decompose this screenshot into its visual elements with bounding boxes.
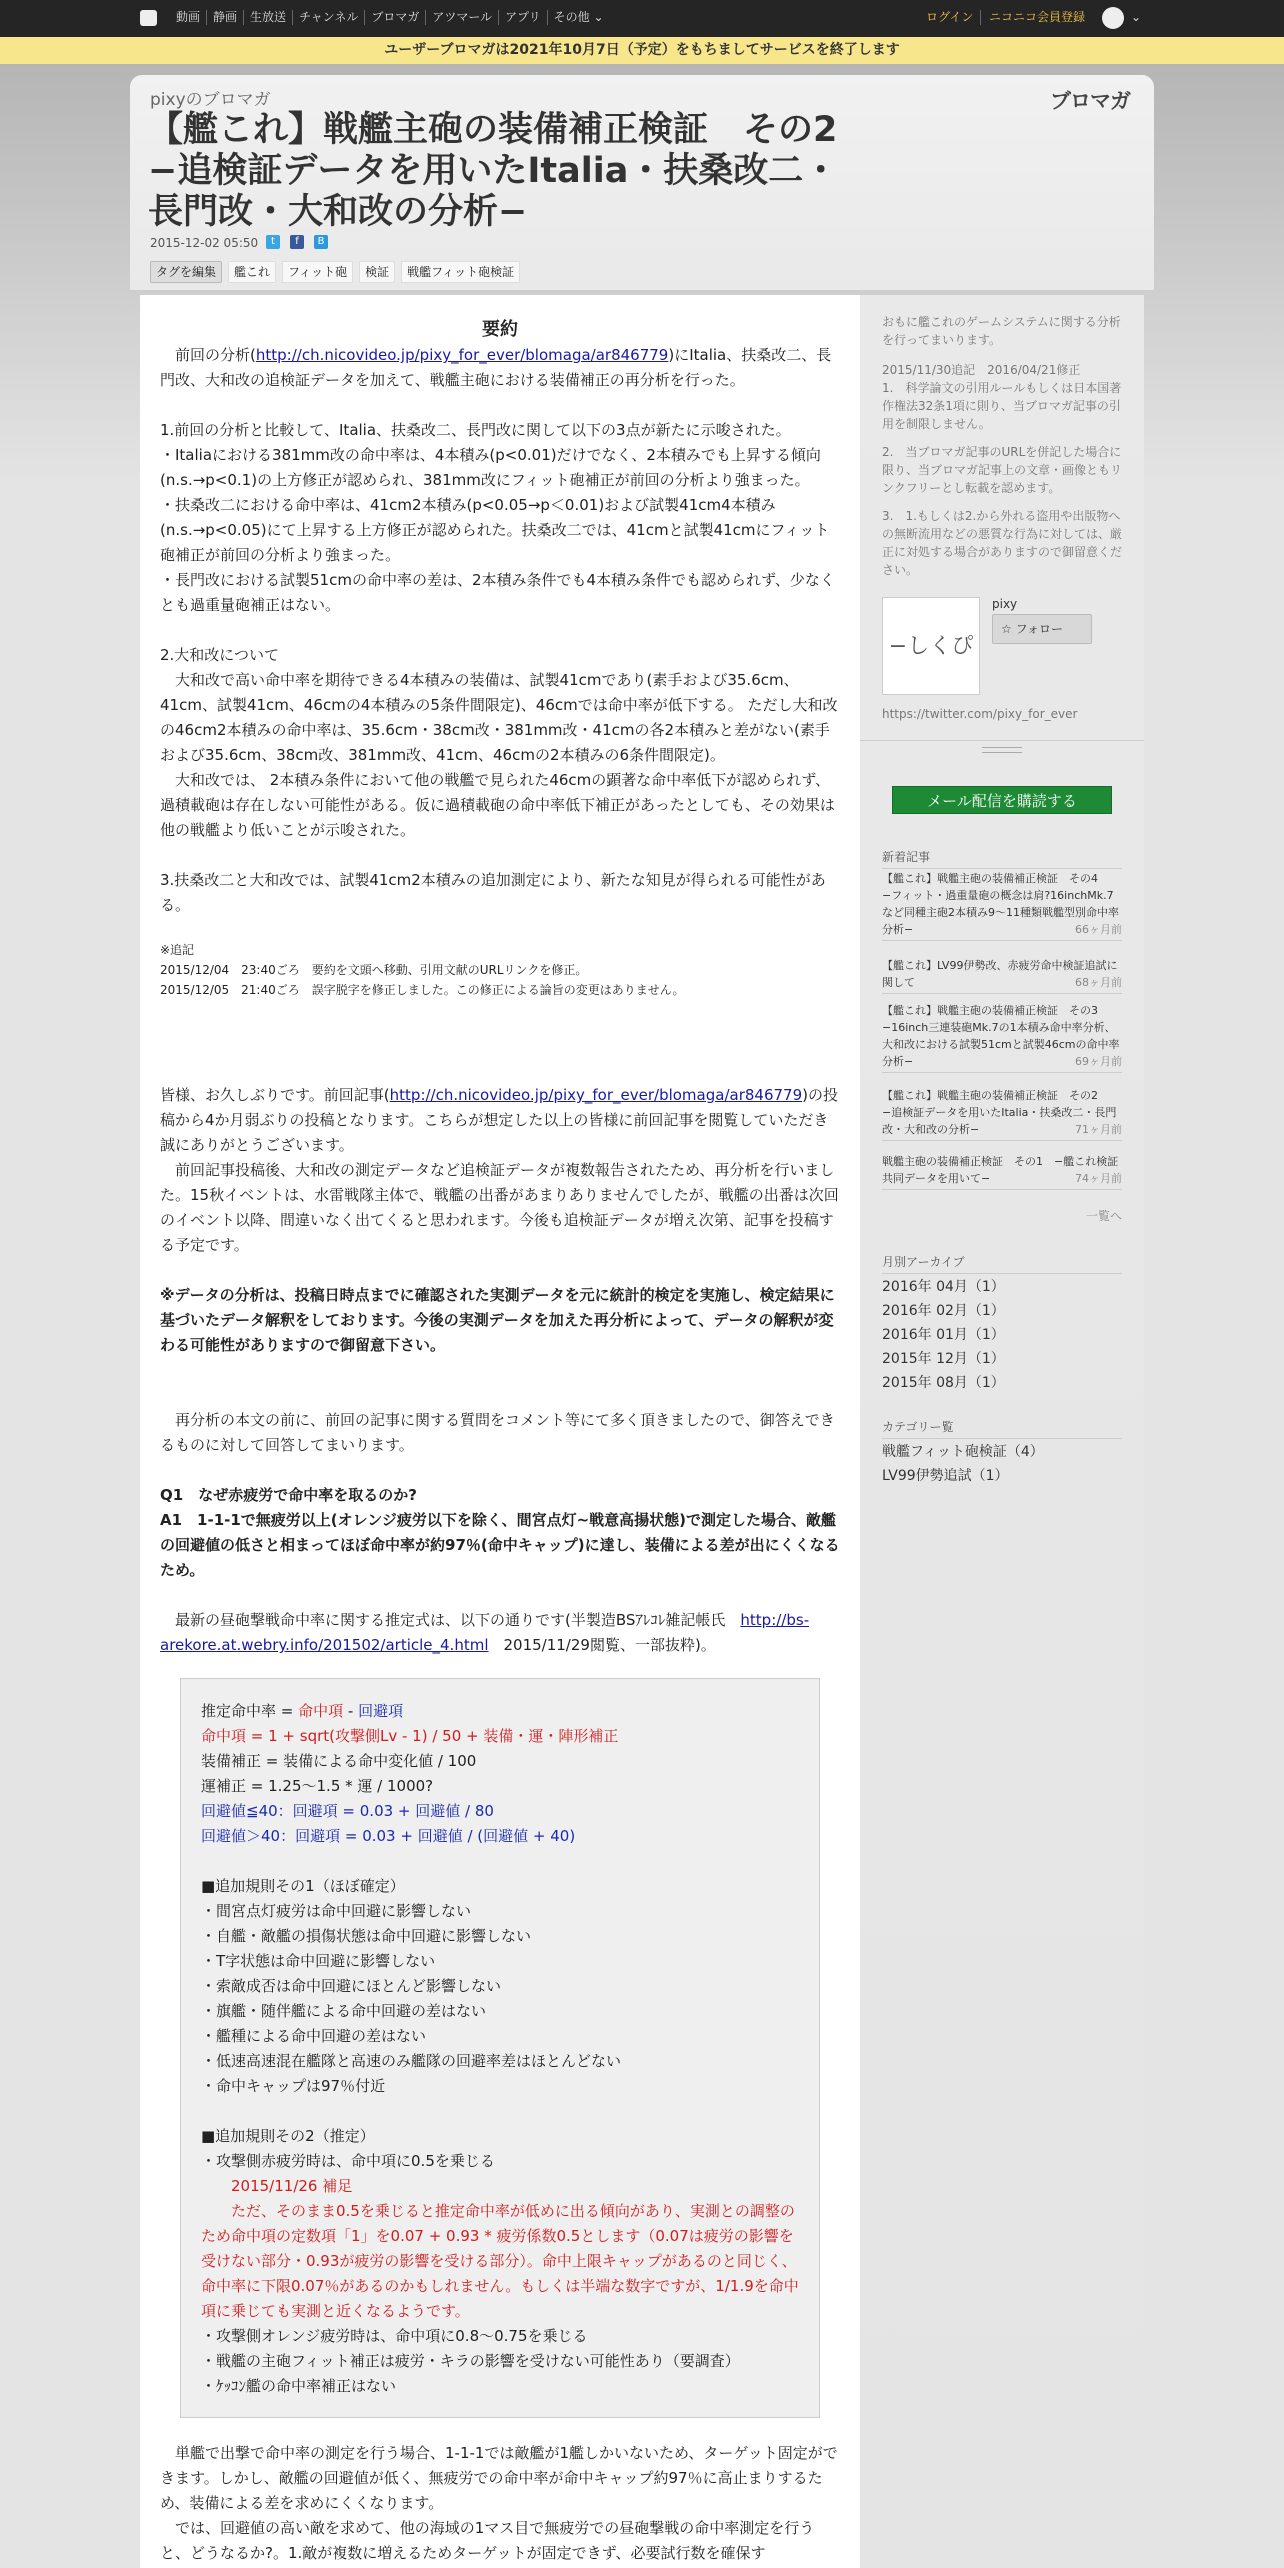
rule-note: ただ、そのまま0.5を乗じると推定命中率が低めに出る傾向があり、実測との調整のため命中項の定数項「1」を0.07 + 0.93 * 疲労係数0.5とします（0.07は疲労の影響を受けない部分・0.93が疲労の影響を受ける部分）。命中上限キャップがあるのと同じく、命中率に下限0.07％があるのかもしれません。もしくは半端な数字ですが、1/1.9を命中項に乗じても実測と近くなるようです。: [201, 2202, 799, 2320]
note-line: 2. 当ブロマガ記事のURLを併記した場合に限り、当ブロマガ記事上の文章・画像ともリンクフリーとし転載を認めます。: [882, 445, 1123, 495]
paragraph: 3.扶桑改二と大和改では、試製41cm2本積みの追加測定により、新たな知見が得られる可能性がある。: [160, 871, 826, 914]
nav-channel[interactable]: チャンネル: [292, 10, 364, 25]
new-article-item[interactable]: [882, 957, 1122, 994]
usage-notes: [882, 361, 1122, 579]
article-link[interactable]: 戦艦主砲の装備補正検証 その1 −艦これ検証共同データを用いて−: [882, 1155, 1119, 1185]
service-end-notice: ユーザーブロマガは2021年10月7日（予定）をもちましてサービスを終了します: [0, 37, 1284, 64]
archive-item[interactable]: 2016年 04月（1）: [882, 1279, 1005, 1295]
paragraph: 単艦で出撃で命中率の測定を行う場合、1-1-1では敵艦が1艦しかいないため、ターゲット固定ができます。しかし、敵艦の回避値が低く、無疲労での命中率が命中キャップ約97％に高止まりするため、装備による差を求めにくくなります。: [160, 2444, 838, 2512]
category-item[interactable]: 戦艦フィット砲検証（4）: [882, 1444, 1044, 1460]
article-age: 74ヶ月前: [1075, 1172, 1122, 1185]
list-link[interactable]: 一覧へ: [1085, 1209, 1122, 1223]
summary-point-1: [160, 418, 840, 618]
rule-line: ・低速高速混在艦隊と高速のみ艦隊の回避率差はほとんどない: [201, 2052, 622, 2070]
tag-list: [150, 261, 520, 283]
intro-paragraph: [160, 343, 840, 393]
twitter-link[interactable]: https://twitter.com/pixy_for_ever: [882, 707, 1078, 721]
rule-line: ・戦艦の主砲フィット補正は疲労・キラの影響を受けない可能性あり（要調査）: [201, 2352, 740, 2370]
answer: A1 1-1-1で無疲労以上(オレンジ疲労以下を除く、間宮点灯~戦意高揚状態)で測定した場合、敵艦の回避値の低さと相まってほぼ命中率が約97％(命中キャップ)に達し、装備による差が出にくくなるため。: [160, 1511, 840, 1579]
new-article-item[interactable]: [882, 1087, 1122, 1141]
nav-other[interactable]: [547, 10, 610, 25]
archive-item[interactable]: 2015年 08月（1）: [882, 1375, 1005, 1391]
previous-article-link[interactable]: http://ch.nicovideo.jp/pixy_for_ever/blomaga/ar846779: [389, 1086, 803, 1104]
blog-description: おもに艦これのゲームシステムに関する分析を行ってまいります。: [882, 315, 1121, 347]
paragraph: ・長門改における試製51cmの命中率の差は、2本積み条件でも4本積み条件でも認められず、少なくとも過重量砲補正はない。: [160, 571, 835, 614]
rule-line: ・攻撃側オレンジ疲労時は、命中項に0.8～0.75を乗じる: [201, 2327, 588, 2345]
new-articles-heading: 新着記事: [882, 848, 1122, 869]
global-nav-bar: [0, 0, 1284, 37]
new-article-item[interactable]: [882, 1002, 1122, 1073]
rule-line: ・旗艦・随伴艦による命中回避の差はない: [201, 2002, 487, 2020]
blog-name[interactable]: pixyのブロマガ: [150, 90, 271, 110]
note-line: 1. 科学論文の引用ルールもしくは日本国著作権法32条1項に則り、当ブロマガ記事の引用を制限しません。: [882, 381, 1122, 431]
tag-item[interactable]: 戦艦フィット砲検証: [401, 261, 520, 283]
text: 回避項: [358, 1702, 404, 1720]
blog-header: [130, 75, 1154, 290]
article-body: [140, 295, 860, 2568]
new-article-item[interactable]: [882, 1153, 1122, 1190]
follow-button[interactable]: [992, 614, 1092, 644]
paragraph: 2.大和改について: [160, 646, 280, 664]
text: 命中項: [298, 1702, 344, 1720]
formula-line: 運補正 = 1.25～1.5 * 運 / 1000?: [201, 1777, 434, 1795]
formula-box: [180, 1678, 820, 2418]
rule-line: ■追加規則その2（推定）: [201, 2127, 375, 2145]
rule-line: ・自艦・敵艦の損傷状態は命中回避に影響しない: [201, 1927, 532, 1945]
formula-intro: [160, 1608, 840, 1658]
article-link[interactable]: 【艦これ】戦艦主砲の装備補正検証 その2 −追検証データを用いたItalia・扶桑改二・長門改・大和改の分析−: [882, 1089, 1117, 1136]
formula-line: 回避値＞40：回避項 = 0.03 + 回避値 / (回避値 + 40): [201, 1827, 576, 1845]
nav-douga[interactable]: 動画: [176, 10, 201, 24]
nav-seiga[interactable]: 静画: [206, 10, 243, 25]
facebook-share-icon[interactable]: f: [290, 235, 304, 249]
note-line: 2015/12/05 21:40ごろ 誤字脱字を修正しました。この修正による論旨の変更はありません。: [160, 983, 685, 997]
article-link[interactable]: 【艦これ】LV99伊勢改、赤疲労命中検証追試に関して: [882, 959, 1118, 989]
paragraph: 前回記事投稿後、大和改の測定データなど追検証データが複数報告されたため、再分析を行いました。15秋イベントは、水雷戦隊主体で、戦艦の出番があまりありませんでしたが、戦艦の出番は次回のイベント以降、間違いなく出てくると思われます。今後も追検証データが増え次第、記事を投稿する予定です。: [160, 1161, 839, 1254]
paragraph: ・扶桑改二における命中率は、41cm2本積み(p<0.05→p＜0.01)および試製41cm4本積み(n.s.→p<0.05)にて上昇する上方修正が認められた。扶桑改二では、41cmと試製41cmにフィット砲補正が前回の分析より強まった。: [160, 496, 830, 564]
text: -: [343, 1702, 359, 1720]
new-article-item[interactable]: [882, 870, 1122, 941]
bromaga-logo[interactable]: ブロマガ: [1050, 89, 1130, 113]
previous-article-link[interactable]: http://ch.nicovideo.jp/pixy_for_ever/blomaga/ar846779: [255, 346, 669, 364]
article-age: 69ヶ月前: [1075, 1055, 1122, 1068]
user-avatar-icon[interactable]: [1102, 7, 1124, 29]
formula-line: 命中項 = 1 + sqrt(攻撃側Lv - 1) / 50 + 装備・運・陣形補正: [201, 1727, 619, 1745]
collapse-handle-icon[interactable]: [982, 747, 1022, 753]
formula-line: 装備補正 = 装備による命中変化値 / 100: [201, 1752, 477, 1770]
answer-intro: 再分析の本文の前に、前回の記事に関する質問をコメント等にて多く頂きましたので、御答えできるものに対して回答してまいります。: [160, 1411, 835, 1454]
author-avatar[interactable]: −しくぴ: [882, 597, 980, 695]
article-title: 【艦これ】戦艦主砲の装備補正検証 その2 −追検証データを用いたItalia・扶桑改二・長門改・大和改の分析−: [148, 110, 873, 232]
archive-item[interactable]: 2015年 12月（1）: [882, 1351, 1005, 1367]
tag-item[interactable]: 艦これ: [228, 261, 276, 283]
bottom-paragraph: [160, 2441, 840, 2566]
summary-heading: 要約: [482, 319, 518, 340]
paragraph: 大和改では、 2本積み条件において他の戦艦で見られた46cmの顕著な命中率低下が認められず、過積載砲は存在しない可能性がある。仮に過積載砲の命中率低下補正があったとしても、その効果は他の戦艦より低いことが示唆された。: [160, 771, 835, 839]
twitter-share-icon[interactable]: t: [266, 235, 280, 249]
category-item[interactable]: LV99伊勢追試（1）: [882, 1468, 1009, 1484]
paragraph: 1.前回の分析と比較して、Italia、扶桑改二、長門改に関して以下の3点が新たに示唆された。: [160, 421, 791, 439]
formula-line: 回避値≦40：回避項 = 0.03 + 回避値 / 80: [201, 1802, 494, 1820]
archive-item[interactable]: 2016年 02月（1）: [882, 1303, 1005, 1319]
reference-link[interactable]: http://bs-arekore.at.webry.info/201502/article_4.html: [160, 1611, 810, 1654]
article-link[interactable]: 【艦これ】戦艦主砲の装備補正検証 その4 −フィット・過重量砲の概念は肩?16inchMk.7など同種主砲2本積み9～11種類戦艦型別命中率分析−: [882, 872, 1119, 936]
text: 2015/11/29閲覧、一部抜粋)。: [488, 1636, 716, 1654]
disclaimer-paragraph: ※データの分析は、投稿日時点までに確認された実測データを元に統計的検定を実施し、検定結果に基づいたデータ解釈をしております。今後の実測データを加えた再分析によって、データの解釈が変わる可能性がありますので御留意下さい。: [160, 1286, 835, 1354]
rule-line: ・間宮点灯疲労は命中回避に影響しない: [201, 1902, 472, 1920]
qa-block: [160, 1483, 840, 1583]
article-age: 68ヶ月前: [1075, 976, 1122, 989]
niconico-logo-icon[interactable]: [140, 10, 157, 26]
sidebar: [860, 295, 1144, 2568]
text: 前回の分析(: [175, 346, 256, 364]
chevron-down-icon[interactable]: ⌄: [1131, 10, 1142, 24]
nav-blomaga[interactable]: ブロマガ: [364, 10, 425, 25]
nav-other-label: その他: [553, 10, 590, 24]
chevron-down-icon: ⌄: [593, 10, 604, 24]
archive-item[interactable]: 2016年 01月（1）: [882, 1327, 1005, 1343]
rule-line: ・攻撃側赤疲労時は、命中項に0.5を乗じる: [201, 2152, 495, 2170]
rule-line: ・T字状態は命中回避に影響しない: [201, 1952, 436, 1970]
signup-link[interactable]: ニコニコ会員登録: [980, 10, 1085, 25]
author-name[interactable]: pixy: [992, 597, 1018, 611]
tag-item[interactable]: 検証: [359, 261, 395, 283]
category-list: [882, 1440, 1122, 1488]
rule-note-date: 2015/11/26 補足: [231, 2177, 353, 2195]
nav-atsumaru[interactable]: アツマール: [425, 10, 498, 25]
rule-line: ・艦種による命中回避の差はない: [201, 2027, 427, 2045]
text: 皆様、お久しぶりです。前回記事(: [160, 1086, 390, 1104]
nav-app[interactable]: アプリ: [498, 10, 547, 25]
sidebar-divider: [860, 740, 1144, 741]
summary-point-3: [160, 868, 840, 918]
note-line: ※追記: [160, 943, 195, 957]
article-age: 71ヶ月前: [1075, 1123, 1122, 1136]
service-nav: [170, 10, 610, 25]
article-age: 66ヶ月前: [1075, 923, 1122, 936]
post-date: 2015-12-02 05:50: [150, 236, 259, 250]
greeting-paragraph: [160, 1083, 840, 1258]
note-line: 2015/12/04 23:40ごろ 要約を文頭へ移動、引用文献のURLリンクを修正。: [160, 963, 588, 977]
rule-line: ■追加規則その1（ほぼ確定）: [201, 1877, 405, 1895]
follow-label: フォロー: [1015, 622, 1063, 636]
archive-list: [882, 1275, 1122, 1395]
rule-line: ・ｹｯｺﾝ艦の命中率補正はない: [201, 2377, 397, 2395]
text: 推定命中率 =: [201, 1702, 299, 1720]
paragraph: 大和改で高い命中率を期待できる4本積みの装備は、試製41cmであり(素手および35.6cm、41cm、試製41cm、46cmの4本積みの5条件間限定)、46cmでは命中率が低下する。 ただし大和改の46cm2本積みの命中率は、35.6cm・38cm改・381mm改・41cmの各2本積みと差がない(素手および35.6cm、38cm改、381mm改、41cm、46cmの2本積みの6条件間限定)。: [160, 671, 838, 764]
paragraph: では、回避値の高い敵を求めて、他の海域の1マス目で無疲労での昼砲撃戦の命中率測定を行うと、どうなるか?。1.敵が複数に増えるためターゲットが固定できず、必要試行数を確保す: [160, 2519, 815, 2562]
text: )の投稿から4か月弱ぶりの投稿となります。こちらが想定した以上の皆様に前回記事を閲覧していただき誠にありがとうございます。: [160, 1086, 838, 1154]
archive-heading: 月別アーカイブ: [882, 1253, 1122, 1274]
paragraph: ・Italiaにおける381mm改の命中率は、4本積み(p<0.01)だけでなく、2本積みでも上昇する傾向(n.s.→p<0.1)の上方修正が認められ、381mm改にフィット砲補正が前回の分析より強まった。: [160, 446, 821, 489]
summary-point-2: [160, 643, 840, 843]
tag-item[interactable]: フィット砲: [282, 261, 353, 283]
note-line: 2015/11/30追記 2016/04/21修正: [882, 363, 1081, 377]
question: Q1 なぜ赤疲労で命中率を取るのか?: [160, 1486, 417, 1504]
text: )にItalia、扶桑改二、長門改、大和改の追検証データを加えて、戦艦主砲における装備補正の再分析を行った。: [160, 346, 832, 389]
nav-live[interactable]: 生放送: [243, 10, 292, 25]
category-heading: カテゴリー覧: [882, 1418, 1122, 1439]
revision-notes: [160, 940, 840, 1000]
hatena-share-icon[interactable]: B: [314, 235, 328, 249]
login-link[interactable]: ログイン: [926, 10, 974, 24]
note-line: 3. 1.もしくは2.から外れる盗用や出版物への無断流用などの悪質な行為に対しては、厳正に対処する場合がありますので御留意ください。: [882, 509, 1123, 577]
subscribe-button[interactable]: メール配信を購読する: [892, 786, 1112, 814]
article-link[interactable]: 【艦これ】戦艦主砲の装備補正検証 その3 −16inch三連装砲Mk.7の1本積み命中率分析、大和改における試製51cmと試製46cmの命中率分析−: [882, 1004, 1120, 1068]
rule-line: ・索敵成否は命中回避にほとんど影響しない: [201, 1977, 502, 1995]
rule-line: ・命中キャップは97％付近: [201, 2077, 386, 2095]
star-icon: ☆: [1001, 622, 1012, 636]
tag-edit-button[interactable]: タグを編集: [150, 261, 222, 283]
text: 最新の昼砲撃戦命中率に関する推定式は、以下の通りです(半製造BSｱﾚｺﾚ雑記帳氏: [160, 1611, 741, 1629]
